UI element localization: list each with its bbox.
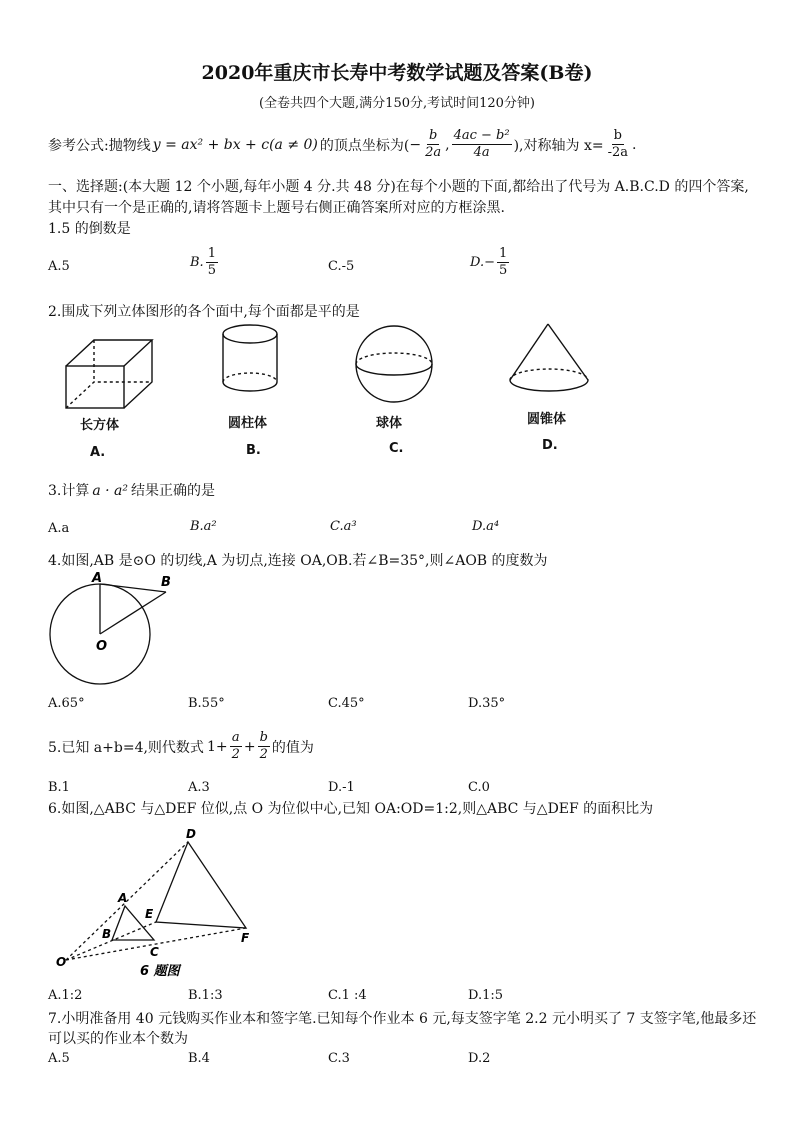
q4-point-b: B [161,575,171,590]
sphere-shape [356,326,432,402]
reference-formula: 参考公式:抛物线 y = ax² + bx + c(a ≠ 0) 的顶点坐标为( − $\frac{b}{2a}$ , $\frac{\text{4ac − b²}}{4a}$ ),对称轴为 x= $\frac{b}{-2a}$ . [48,128,637,160]
q4-point-o: O [96,639,108,654]
q6-stem: 6.如图,△ABC 与△DEF 位似,点 O 为位似中心,已知 OA:OD=1:2,则△ABC 与△DEF 的面积比为 [48,801,654,817]
q6-point-o: O [56,955,67,969]
q6-option-d: D.1:5 [468,988,504,1003]
q3-option-c: C.a³ [330,519,357,534]
q1-option-c: C.-5 [328,259,355,274]
q7-option-a: A.5 [48,1051,70,1066]
q4-option-d: D.35° [468,696,506,711]
q1-option-b: B. $\frac{1}{5}$ [190,246,216,278]
q5-option-2: A.3 [188,780,210,795]
q2-solids-figure [48,322,608,414]
formula-suffix: ),对称轴为 x= [513,137,604,154]
triangle-def-shape [156,842,246,928]
q6-point-c: C [150,945,159,959]
q4-point-a: A [92,571,103,586]
q4-option-b: B.55° [188,696,225,711]
q2-label-cone: 圆锥体 [527,412,567,427]
q7-option-c: C.3 [328,1051,350,1066]
q5-option-4: C.0 [468,780,490,795]
q1-option-d: D.− $\frac{1}{5}$ [470,246,508,278]
q4-stem: 4.如图,AB 是⊙O 的切线,A 为切点,连接 OA,OB.若∠B=35°,则∠AOB 的度数为 [48,553,548,569]
q2-letter-d: D. [542,438,558,453]
section-line-1: 一、选择题:(本大题 12 个小题,每年小题 4 分.共 48 分)在每个小题的下面,都给出了代号为 A.B.C.D 的四个答案, [48,179,749,195]
q2-letter-a: A. [90,445,106,460]
q4-option-c: C.45° [328,696,365,711]
q5-stem: 5.已知 a+b=4,则代数式 1+ $\frac{a}{2}$ + $\frac{b}{2}$ 的值为 [48,730,314,762]
q7-line-1: 7.小明准备用 40 元钱购买作业本和签字笔.已知每个作业本 6 元,每支签字笔 2.2 元小明买了 7 支签字笔,他最多还 [48,1011,757,1027]
q6-option-b: B.1:3 [188,988,223,1003]
formula-mid: 的顶点坐标为( [319,137,410,154]
q2-letter-b: B. [246,443,261,458]
q6-point-e: E [145,907,154,921]
q4-circle-figure [48,570,188,686]
formula-frac-1: $\frac{b}{2a}$ [425,128,442,160]
q2-letter-c: C. [389,441,404,456]
q7-line-2: 可以买的作业本个数为 [48,1031,188,1047]
q5-option-1: B.1 [48,780,70,795]
q3-stem: 3.计算 a · a² 结果正确的是 [48,483,216,499]
q6-point-d: D [186,827,196,841]
q6-point-a: A [118,891,128,905]
q4-option-a: A.65° [48,696,85,711]
q2-stem: 2.围成下列立体图形的各个面中,每个面都是平的是 [48,304,360,320]
q5-option-3: D.-1 [328,780,355,795]
q6-option-c: C.1 :4 [328,988,367,1003]
cylinder-shape [223,325,277,391]
q3-option-b: B.a² [190,519,217,534]
q6-point-b: B [102,927,112,941]
section-line-2: 其中只有一个是正确的,请将答题卡上题号右侧正确答案所对应的方框涂黑. [48,200,505,216]
formula-equation: y = ax² + bx + c(a ≠ 0) [152,136,318,153]
q7-option-d: D.2 [468,1051,491,1066]
q7-option-b: B.4 [188,1051,210,1066]
formula-frac-2: $\frac{\text{4ac − b²}}{4a}$ [453,128,510,160]
formula-prefix: 参考公式:抛物线 [48,137,151,154]
q2-label-cuboid: 长方体 [80,418,120,433]
page-title: 2020年重庆市长寿中考数学试题及答案(B卷) [201,62,593,84]
q6-homothety-figure [48,822,268,984]
q6-option-a: A.1:2 [48,988,83,1003]
cuboid-shape [66,340,152,408]
page-subtitle: (全卷共四个大题,满分150分,考试时间120分钟) [258,96,536,111]
q1-option-a: A.5 [48,259,70,274]
cone-shape [510,324,588,391]
formula-frac-3: $\frac{b}{-2a}$ [607,128,628,160]
q2-label-sphere: 球体 [376,416,403,431]
q3-option-d: D.a⁴ [472,519,500,534]
q3-option-a: A.a [48,521,70,536]
q2-label-cylinder: 圆柱体 [228,416,268,431]
q6-point-f: F [241,931,250,945]
q1-stem: 1.5 的倒数是 [48,221,131,237]
formula-end: . [632,136,637,153]
q6-caption: 6 题图 [140,964,180,979]
